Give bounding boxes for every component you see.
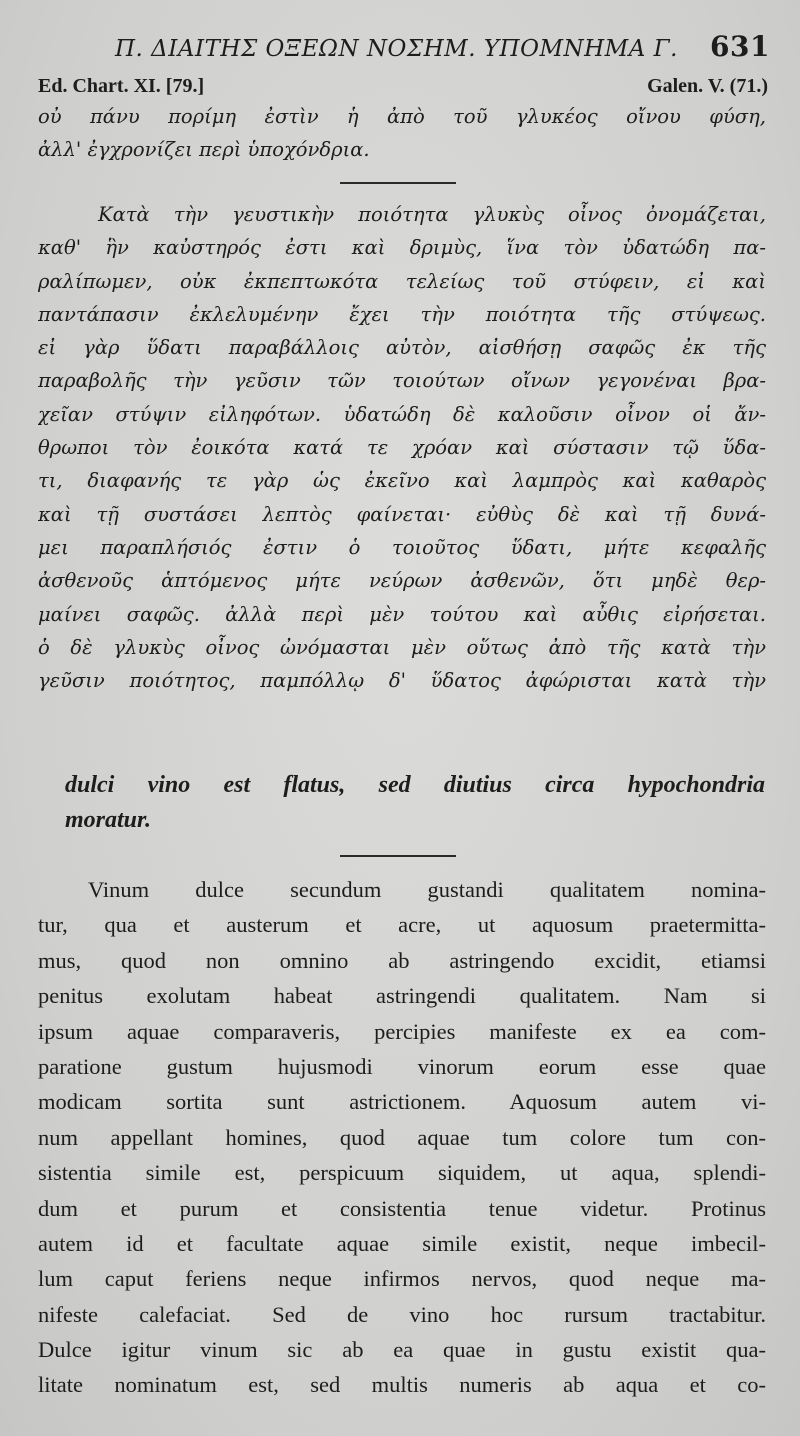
section-divider	[340, 182, 456, 184]
text-line: sistentia simile est, perspicuum siquidem, ut aqua, splendi-	[38, 1160, 766, 1186]
edition-reference	[38, 75, 768, 103]
text-line: num appellant homines, quod aquae tum colore tum con-	[38, 1124, 766, 1150]
text-line: dum et purum et consistentia tenue videtur. Protinus	[38, 1195, 766, 1221]
text-line: paratione gustum hujusmodi vinorum eorum esse quae	[38, 1053, 766, 1079]
running-head	[90, 30, 770, 66]
text-line: παραβολῆς τὴν γεῦσιν τῶν τοιούτων οἴνων γεγονέναι βρα-	[38, 369, 766, 393]
text-line: εἰ γὰρ ὕδατι παραβάλλοις αὐτὸν, αἰσθήσῃ σαφῶς ἐκ τῆς	[38, 336, 766, 360]
text-line: ὁ δὲ γλυκὺς οἶνος ὠνόμασται μὲν οὕτως ἀπὸ τῆς κατὰ τὴν	[38, 635, 766, 659]
text-line: καὶ τῇ συστάσει λεπτὸς φαίνεται· εὐθὺς δὲ καὶ τῇ δυνά-	[38, 502, 766, 526]
text-line: tur, qua et austerum et acre, ut aquosum praetermitta-	[38, 912, 766, 938]
edition-kuhn: Galen. V. (71.)	[647, 75, 768, 97]
text-line: ἀλλ' ἐγχρονίζει περὶ ὑποχόνδρια.	[38, 138, 370, 162]
text-line: γεῦσιν ποιότητος, παμπόλλῳ δ' ὕδατος ἀφώρισται κατὰ τὴν	[38, 669, 766, 693]
latin-commentary	[38, 872, 766, 1403]
greek-lemma	[38, 100, 766, 167]
text-line: Vinum dulce secundum gustandi qualitatem nomina-	[88, 877, 766, 902]
latin-lemma	[65, 768, 765, 838]
text-line: lum caput feriens neque infirmos nervos, quod neque ma-	[38, 1266, 766, 1292]
text-line: Dulce igitur vinum sic ab ea quae in gustu existit qua-	[38, 1337, 766, 1363]
text-line: οὐ πάνυ πορίμη ἐστὶν ἡ ἀπὸ τοῦ γλυκέος οἴνου φύση,	[38, 105, 766, 128]
text-line: moratur.	[65, 807, 152, 833]
text-line: Κατὰ τὴν γευστικὴν ποιότητα γλυκὺς οἶνος ὀνομάζεται,	[98, 203, 766, 226]
edition-chartier: Ed. Chart. XI. [79.]	[38, 75, 205, 97]
text-line: τι, διαφανής τε γὰρ ὡς ἐκεῖνο καὶ λαμπρὸς καὶ καθαρὸς	[38, 469, 766, 493]
text-line: mus, quod non omnino ab astringendo excidit, etiamsi	[38, 947, 766, 973]
text-line: χεῖαν στύψιν εἰληφότων. ὑδατώδη δὲ καλοῦσιν οἶνον οἱ ἄν-	[38, 402, 766, 426]
text-line: litate nominatum est, sed multis numeris ab aqua et co-	[38, 1372, 766, 1398]
text-line: penitus exolutam habeat astringendi qualitatem. Nam si	[38, 983, 766, 1009]
text-line: nifeste calefaciat. Sed de vino hoc rursum tractabitur.	[38, 1301, 766, 1327]
text-line: autem id et facultate aquae simile existit, neque imbecil-	[38, 1230, 766, 1256]
text-line: μει παραπλήσιός ἐστιν ὁ τοιοῦτος ὕδατι, μήτε κεφαλῆς	[38, 535, 766, 559]
text-line: dulci vino est flatus, sed diutius circa hypochondria	[65, 772, 765, 798]
text-line: παντάπασιν ἐκλελυμένην ἔχει τὴν ποιότητα τῆς στύψεως.	[38, 302, 766, 326]
text-line: ἀσθενοῦς ἁπτόμενος μήτε νεύρων ἀσθενῶν, ὅτι μηδὲ θερ-	[38, 569, 766, 593]
text-line: ραλίπωμεν, οὐκ ἐκπεπτωκότα τελείως τοῦ στύφειν, εἰ καὶ	[38, 269, 766, 293]
greek-commentary	[38, 198, 766, 697]
running-title: Π. ΔΙΑΙΤΗΣ ΟΞΕΩΝ ΝΟΣΗΜ. ΥΠΟΜΝΗΜΑ Γ.	[115, 36, 678, 62]
text-line: μαίνει σαφῶς. ἀλλὰ περὶ μὲν τούτου καὶ αὖθις εἰρήσεται.	[38, 602, 766, 626]
text-line: θρωποι τὸν ἐοικότα κατά τε χρόαν καὶ σύστασιν τῷ ὕδα-	[38, 436, 766, 460]
text-line: modicam sortita sunt astrictionem. Aquosum autem vi-	[38, 1089, 766, 1115]
text-line: ipsum aquae comparaveris, percipies manifeste ex ea com-	[38, 1018, 766, 1044]
section-divider	[340, 855, 456, 857]
text-line: καθ' ἣν καὐστηρός ἐστι καὶ δριμὺς, ἵνα τὸν ὑδατώδη πα-	[38, 236, 766, 260]
page-number: 631	[710, 30, 770, 63]
